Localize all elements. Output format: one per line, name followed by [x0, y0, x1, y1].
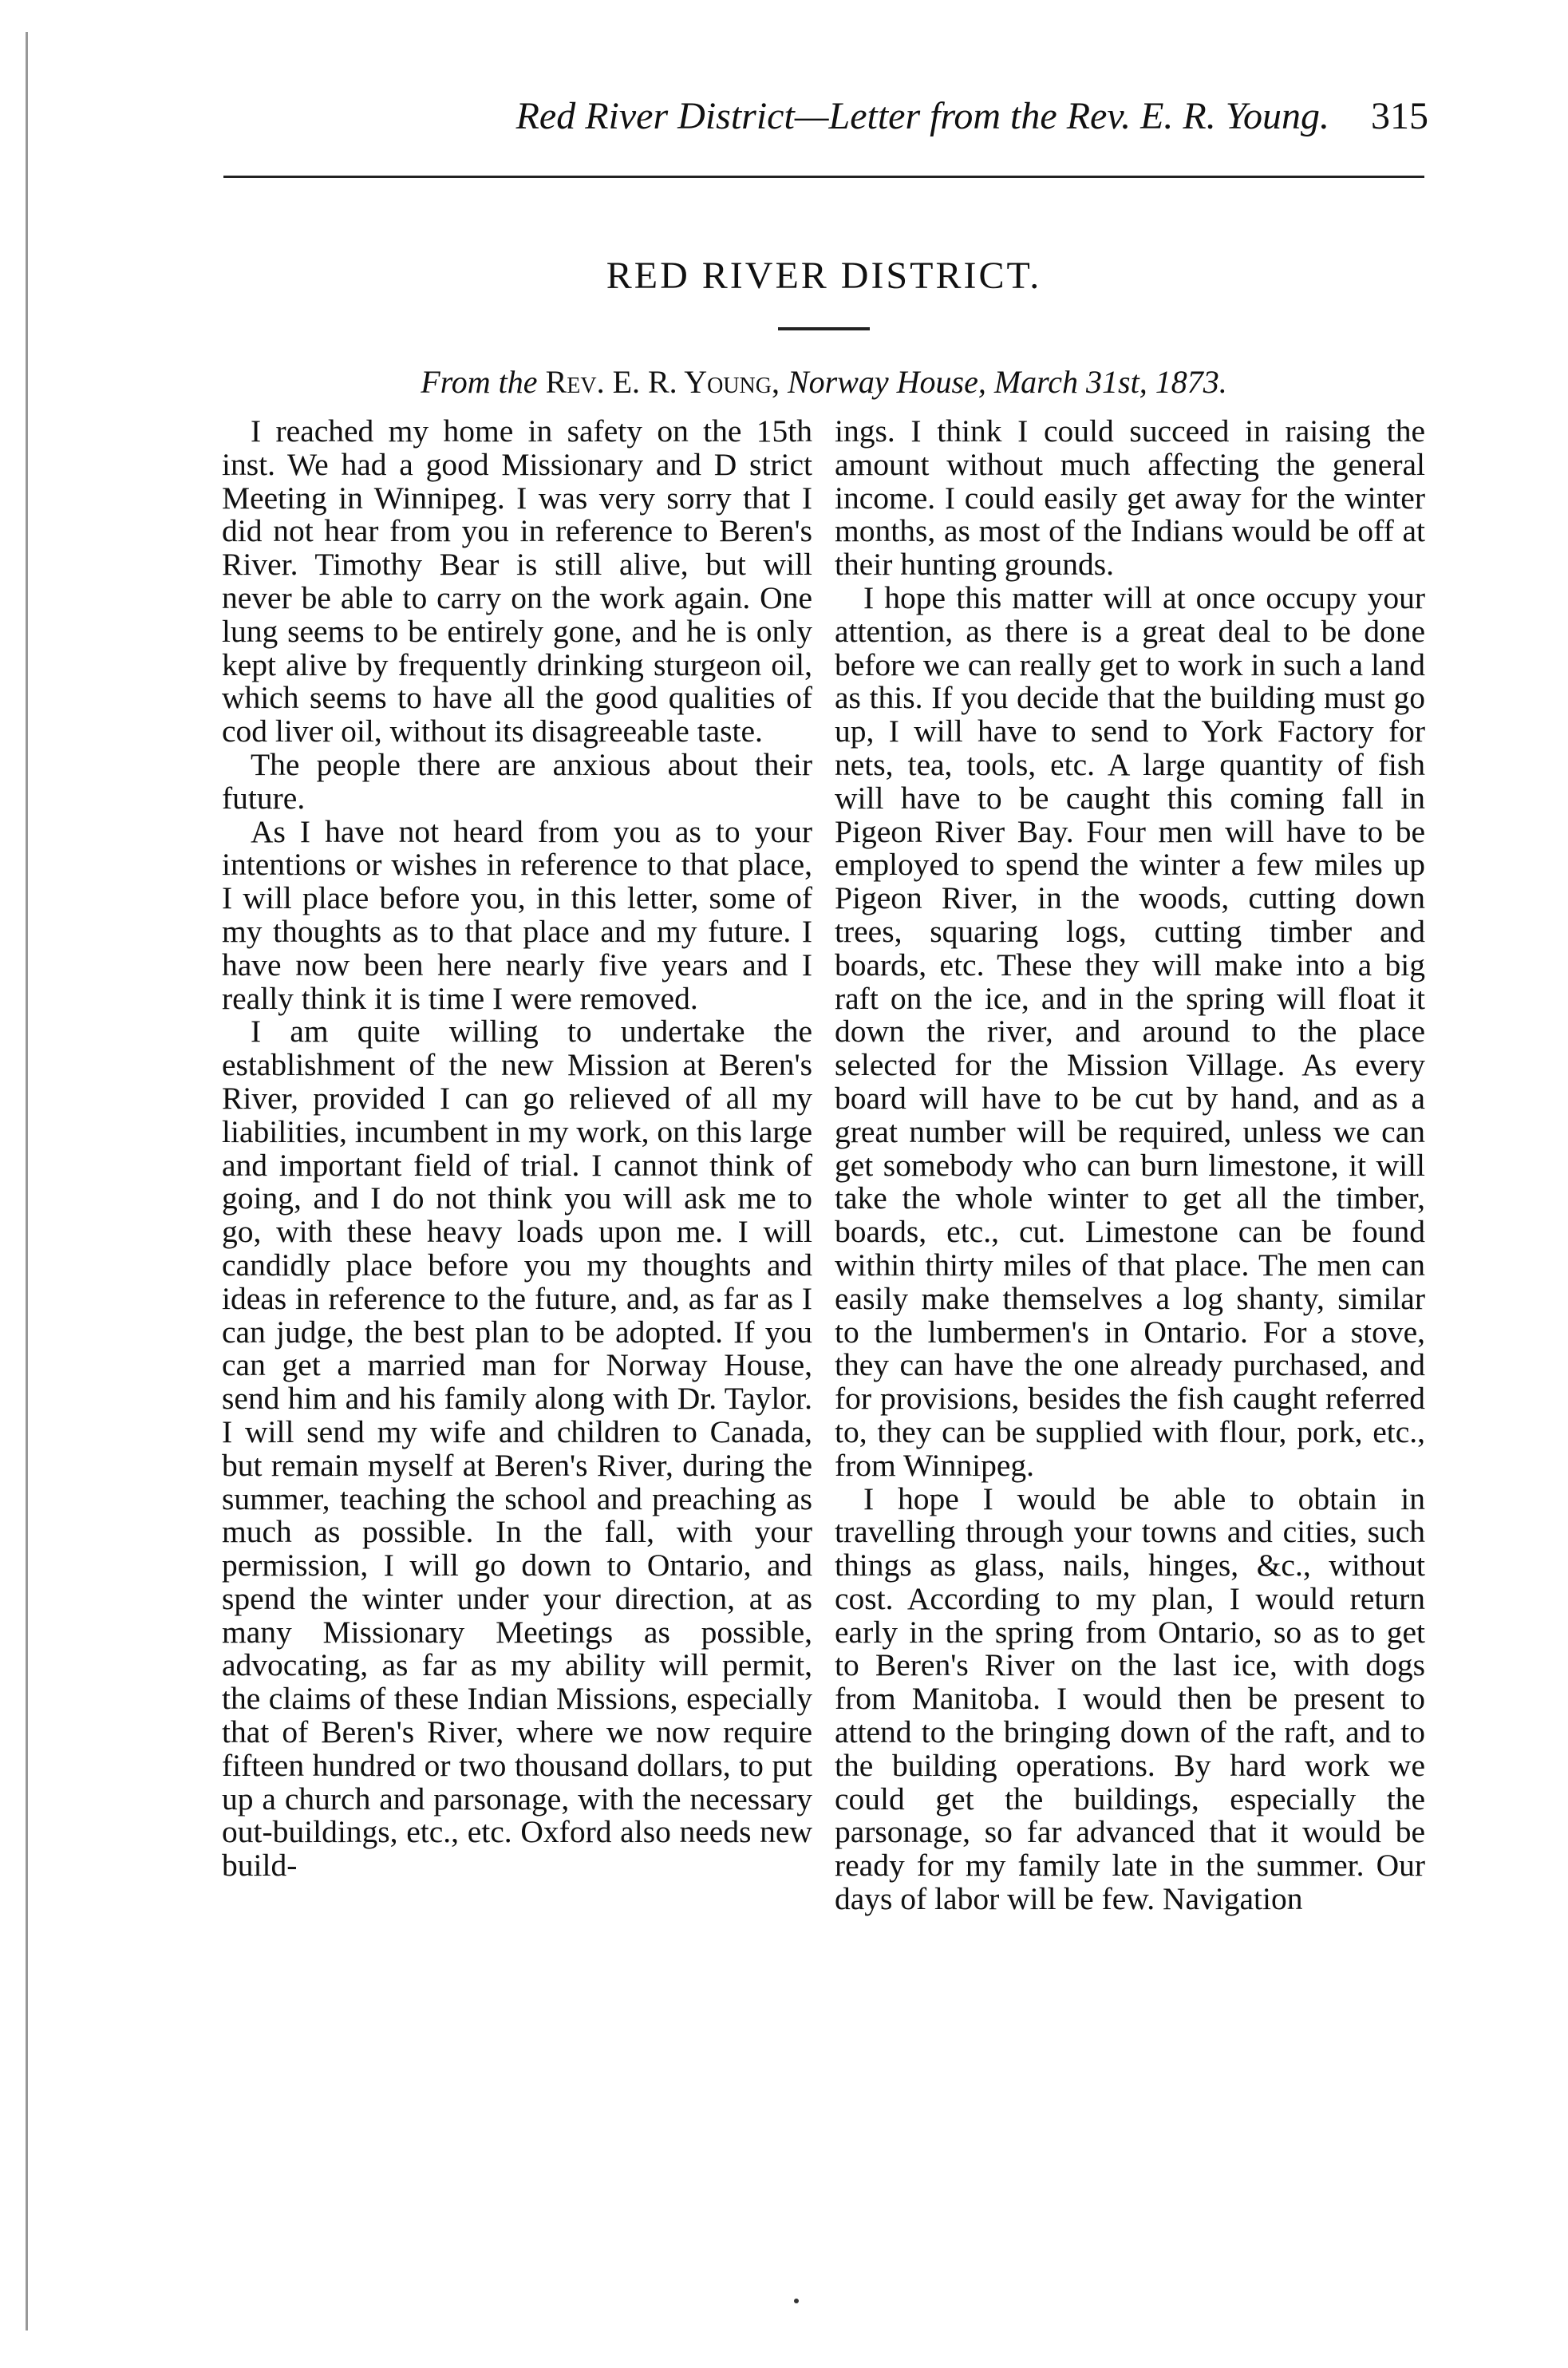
paragraph: The people there are anxious about their future. — [222, 746, 812, 816]
running-head — [375, 94, 1428, 138]
left-margin-rule — [26, 32, 28, 2330]
paragraph: I reached my home in safety on the 15th inst. We had a good Missionary and D strict Meeting in Winnipeg. I was very sorry that I did not hear from you in reference to Beren's River. Timothy Bear is still alive, but will never be able to carry on the work again. One lung seems to be entirely gone, and he is only kept alive by frequently drinking sturgeon oil, which seems to have all the good qualities of cod liver oil, without its disagreeable taste. — [222, 415, 812, 749]
paragraph: I hope this matter will at once occupy your attention, as there is a great deal to be done before we can really get to work in such a land as this. If you decide that the building must go up, I will have to send to York Factory for nets, tea, tools, etc. A large quantity of fish will have to be caught this coming fall in Pigeon River Bay. Four men will have to be employed to spend the winter a few miles up Pigeon River, in the woods, cutting down trees, squaring logs, cutting timber and boards, etc. These they will make into a big raft on the ice, and in the spring will float it down the river, and around to the place selected for the Mission Village. As every board will have to be cut by hand, and as a great number will be required, unless we can get somebody who can burn limestone, it will take the whole winter to get all the timber, boards, etc., cut. Limestone can be found within thirty miles of that place. The men can easily make themselves a log shanty, similar to the lumbermen's in Ontario. For a stove, they can have the one already purchased, and for provisions, besides the fish caught referred to, they can be supplied with flour, pork, etc., from Winnipeg. — [835, 579, 1425, 1483]
paragraph: As I have not heard from you as to your intentions or wishes in reference to that place, I will place before you, in this letter, some of my thoughts as to that place and my future. I have now been here nearly five years and I really think it is time I were removed. — [222, 813, 812, 1016]
byline-place-date: Norway House, March 31st, 1873. — [787, 364, 1227, 400]
byline — [223, 363, 1424, 401]
right-column — [835, 415, 1425, 2338]
paragraph: I hope I would be able to obtain in travelling through your towns and cities, such things as glass, nails, hinges, &c., without cost. According to my plan, I would return early in the spring from Ontario, so as to get to Beren's River on the last ice, with dogs from Manitoba. I would then be present to attend to the bringing down of the raft, and to the building operations. By hard work we could get the buildings, especially the parsonage, so far advanced that it would be ready for my family late in the summer. Our days of labor will be few. Navigation — [835, 1480, 1425, 1917]
left-column — [222, 415, 812, 2338]
paragraph: I am quite willing to undertake the establishment of the new Mission at Beren's River, provided I can go relieved of all my liabilities, incumbent in my work, on this large and important field of trial. I cannot think of going, and I do not think you will ask me to go, with these heavy loads upon me. I will candidly place before you my thoughts and ideas in reference to the future, and, as far as I can judge, the best plan to be adopted. If you can get a married man for Norway House, send him and his family along with Dr. Taylor. I will send my wife and children to Canada, but remain myself at Beren's River, during the summer, teaching the school and preaching as much as possible. In the fall, with your permission, I will go down to Ontario, and spend the winter under your direction, at as many Missionary Meetings as possible, advocating, as far as my ability will permit, the claims of these Indian Missions, especially that of Beren's River, where we now require fifteen hundred or two thousand dollars, to put up a church and parsonage, with the necessary out-buildings, etc., etc. Oxford also needs new build- — [222, 1014, 812, 1884]
bottom-mark — [794, 2299, 799, 2303]
byline-name: Rev. E. R. Young, — [545, 364, 780, 400]
byline-from: From the — [421, 364, 538, 400]
header-rule — [223, 176, 1424, 178]
section-title: RED RIVER DISTRICT. — [606, 255, 1042, 297]
running-head-title: Red River District—Letter from the Rev. E. R. Young. — [515, 95, 1329, 137]
title-rule — [778, 327, 870, 330]
paragraph: ings. I think I could succeed in raising the amount without much affecting the general income. I could easily get away for the winter months, as most of the Indians would be off at their hunting grounds. — [835, 415, 1425, 583]
page-number: 315 — [1371, 95, 1428, 137]
